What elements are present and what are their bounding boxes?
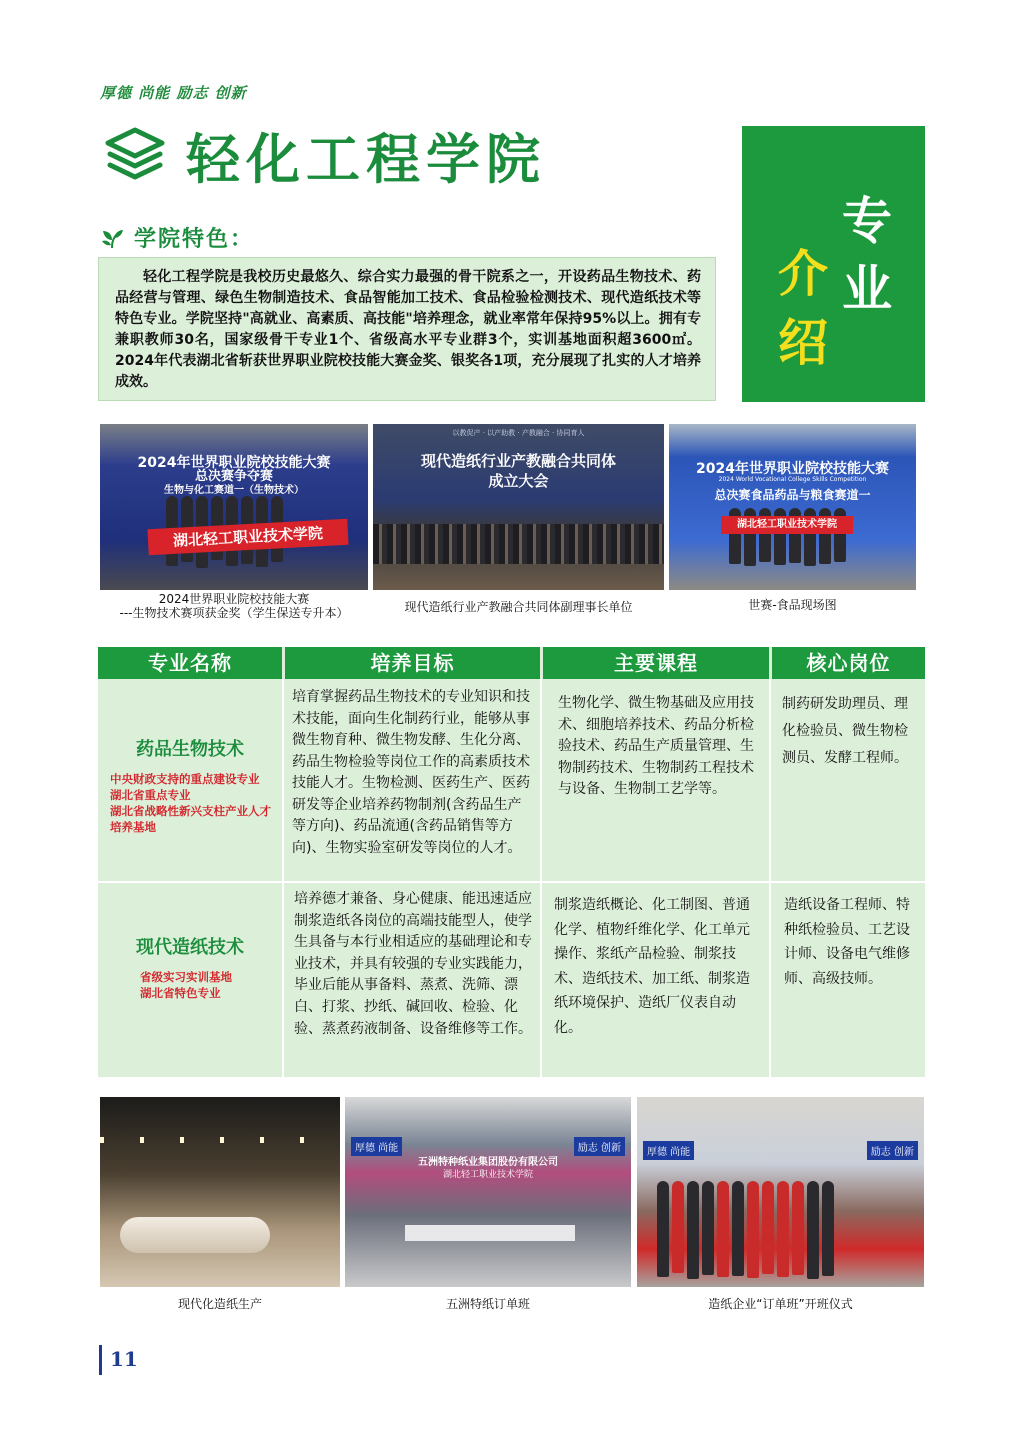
major-intro-block [742, 126, 925, 402]
table-header: 核心岗位 [772, 647, 925, 679]
page-number-bar [99, 1345, 102, 1375]
photo-slogan: 以教促产 · 以产助教 · 产教融合 · 协同育人 [452, 429, 585, 437]
majors-table [98, 647, 925, 1077]
major-name: 药品生物技术 [136, 739, 244, 760]
core-jobs: 制药研发助理员、理化检验员、微生物检测员、发酵工程师。 [782, 696, 908, 766]
side-char-1: 专 [842, 192, 892, 250]
photo-caption: 现代造纸行业产教融合共同体副理事长单位 [404, 600, 633, 614]
major-tag: 中央财政支持的重点建设专业 [110, 772, 260, 786]
side-char-4: 绍 [778, 314, 828, 372]
major-tag: 湖北省特色专业 [140, 986, 221, 1000]
photo-paper-production [100, 1097, 340, 1287]
photo-wuzhou-class [345, 1097, 631, 1287]
photo-caption: 五洲特纸订单班 [445, 1297, 530, 1311]
photo-banner-line: 五洲特种纸业集团股份有限公司 [418, 1157, 558, 1168]
main-courses: 生物化学、微生物基础及应用技术、细胞培养技术、药品分析检验技术、药品生产质量管理、生物制药技术、生物制药工程技术与设备、生物制工艺学等。 [558, 695, 754, 797]
motto: 厚德 尚能 励志 创新 [100, 84, 247, 102]
caption-line: ---生物技术赛项获金奖（学生保送专升本） [119, 606, 349, 620]
photo-skills-gold [100, 424, 368, 590]
photo-caption: 世赛-食品现场图 [748, 598, 837, 612]
school-flag: 湖北轻工职业技术学院 [147, 519, 348, 555]
photo-tag: 励志 创新 [574, 1137, 625, 1156]
main-courses: 制浆造纸概论、化工制图、普通化学、植物纤维化学、化工单元操作、浆纸产品检验、制浆技术、造纸技术、加工纸、制浆造纸环境保护、造纸厂仪表自动化。 [554, 897, 750, 1036]
side-char-2: 业 [842, 260, 892, 318]
major-tag: 湖北省重点专业 [110, 788, 191, 802]
photo-banner-line: 总决赛食品药品与粮食赛道一 [714, 488, 871, 502]
training-goal: 培养德才兼备、身心健康、能迅速适应制浆造纸各岗位的高端技能型人，使学生具备与本行业相适应的基础理论和专业技术，并具有较强的专业实践能力，毕业后能从事备料、蒸煮、洗筛、漂白、打浆、抄纸、碱回收、检验、化验、蒸煮药液制备、设备维修等工作。 [294, 891, 532, 1037]
photo-caption [100, 592, 368, 620]
photo-banner-line: 2024 World Vocational College Skills Competition [718, 476, 867, 483]
intro-paragraph: 轻化工程学院是我校历史最悠久、综合实力最强的骨干院系之一，开设药品生物技术、药品经营与管理、绿色生物制造技术、食品智能加工技术、食品检验检测技术、现代造纸技术等特色专业。学院坚持"高就业、高素质、高技能"培养理念，就业率常年保持95%以上。拥有专兼职教师30名，国家级骨干专业1个、省级高水平专业群3个，实训基地面积超3600㎡。2024年代表湖北省斩获世界职业院校技能大赛金奖、银奖各1项，充分展现了扎实的人才培养成效。 [98, 257, 716, 401]
major-tags [140, 969, 280, 1001]
page-number: 11 [110, 1347, 138, 1371]
caption-line: 2024世界职业院校技能大赛 [158, 592, 310, 606]
side-char-3: 介 [778, 245, 828, 303]
major-tag: 湖北省战略性新兴支柱产业人才培养基地 [110, 804, 271, 834]
photo-banner-line: 生物与化工赛道一（生物技术） [164, 485, 304, 496]
photo-banner-line: 成立大会 [488, 472, 549, 490]
photo-banner-line: 湖北轻工职业技术学院 [442, 1170, 533, 1180]
photo-food-competition [669, 424, 916, 590]
table-header: 专业名称 [98, 647, 282, 679]
table-header: 主要课程 [543, 647, 769, 679]
photo-papermaking-alliance [373, 424, 664, 590]
photo-class-opening [637, 1097, 924, 1287]
photo-tag: 励志 创新 [867, 1141, 918, 1160]
photo-tag: 厚德 尚能 [643, 1141, 694, 1160]
major-tag: 省级实习实训基地 [140, 970, 232, 984]
photo-caption: 现代化造纸生产 [177, 1297, 262, 1311]
title-area [104, 120, 546, 190]
feature-heading [100, 222, 254, 253]
major-name: 现代造纸技术 [136, 937, 244, 958]
photo-banner-line: 2024年世界职业院校技能大赛 [137, 455, 331, 471]
photo-banner-line: 总决赛争夺赛 [194, 469, 273, 484]
page-title: 轻化工程学院 [186, 127, 546, 191]
leaf-icon [100, 226, 124, 250]
photo-banner-line: 现代造纸行业产教融合共同体 [420, 452, 616, 470]
photo-caption: 造纸企业“订单班”开班仪式 [708, 1297, 853, 1311]
people-group [657, 1181, 834, 1279]
feature-title: 学院特色： [134, 227, 255, 252]
table-header: 培养目标 [285, 647, 540, 679]
core-jobs: 造纸设备工程师、特种纸检验员、工艺设计师、设备电气维修师、高级技师。 [784, 897, 910, 987]
people-group [373, 524, 664, 564]
layers-icon [104, 124, 166, 186]
photo-tag: 厚德 尚能 [351, 1137, 402, 1156]
training-goal: 培育掌握药品生物技术的专业知识和技术技能，面向生化制药行业，能够从事微生物育种、微生物发酵、生化分离、药品生物检验等岗位工作的高素质技术技能人才。生物检测、医药生产、医药研发等企业培养药物制剂(含药品生产等方向)、药品流通(含药品销售等方向)、生物实验室研发等岗位的人才。 [292, 689, 530, 856]
major-tags [110, 771, 278, 835]
photo-banner-line: 2024年世界职业院校技能大赛 [696, 461, 889, 477]
school-flag: 湖北轻工职业技术学院 [721, 516, 853, 534]
